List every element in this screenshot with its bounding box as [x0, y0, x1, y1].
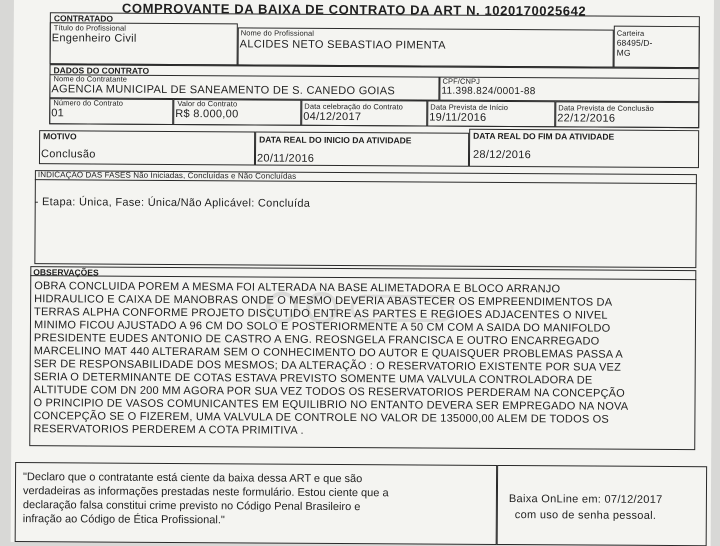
art-document-page — [11, 0, 714, 546]
prev-inicio-label: Data Prevista de Início — [430, 102, 509, 113]
observacoes-line: CONCEPÇÃO SE O FIZEREM, UMA VALVULA DE CONTROLE NO VALOR DE 135000,00 ALEM DE TODOS OS — [33, 410, 609, 426]
inicio-real-label: DATA REAL DO INICIO DA ATIVIDADE — [259, 134, 412, 146]
nome-profissional-value: ALCIDES NETO SEBASTIAO PIMENTA — [239, 38, 446, 52]
declaracao-line: infração ao Código de Ética Profissional." — [22, 513, 225, 527]
observacoes-line: OBRA CONCLUIDA POREM A MESMA FOI ALTERADA NA BASE ALIMETADORA E BLOCO ARRANJO — [34, 280, 561, 296]
valor-contrato-label: Valor do Contrato — [177, 98, 238, 109]
celebracao-value: 04/12/2017 — [303, 110, 362, 124]
fim-real-label: DATA REAL DO FIM DA ATIVIDADE — [473, 130, 615, 142]
titulo-value: Engenheiro Civil — [51, 32, 137, 45]
prev-conclusao-label: Data Prevista de Conclusão — [558, 103, 654, 113]
declaracao-line: verdadeiras as informações prestadas neste formulário. Estou ciente que a — [22, 485, 389, 500]
observacoes-line: SERIA O DETERMINANTE DE COTAS ESTAVA PREVISTO SOMENTE UMA VALVULA CONTROLADORA DE — [33, 371, 593, 387]
observacoes-line: MARCELINO MAT 440 ALTERARAM SEM O CONHECIMENTO DO AUTOR E QUAISQUER PROBLEMAS PASSA A — [33, 345, 623, 361]
cpf-label: CPF/CNPJ — [442, 76, 480, 86]
baixa-online-date: Baixa OnLine em: 07/12/2017 — [508, 493, 663, 506]
nome-profissional-label: Nome do Profissional — [240, 28, 315, 38]
document-title: COMPROVANTE DA BAIXA DE CONTRATO DA ART N. 1020170025642 — [121, 0, 587, 19]
prev-inicio-value: 19/11/2016 — [429, 111, 487, 124]
motivo-value: Conclusão — [40, 148, 96, 161]
contratante-value: AGENCIA MUNICIPAL DE SANEAMENTO DE S. CANEDO GOIAS — [51, 83, 396, 98]
valor-contrato-value: R$ 8.000,00 — [175, 107, 239, 121]
observacoes-line: MINIMO FICOU AJUSTADO A 96 CM DO SOLO E POSTERIORMENTE A 50 CM COM A SAIDA DO MANIFOLDO — [33, 319, 611, 335]
observacoes-line: HIDRAULICO E CAIXA DE MANOBRAS ONDE O MESMO DEVERIA ABASTECER OS EMPREENDIMENTOS DA — [34, 293, 613, 309]
inicio-real-value: 20/11/2016 — [256, 152, 315, 165]
carteira-value: 68495/D- — [616, 37, 653, 48]
declaracao-line: declaração falsa constitui crime previsto no Código Penal Brasileiro e — [22, 499, 361, 514]
observacoes-line: PRESIDENTE EUDES ANTONIO DE CASTRO A ENG. REOSNGELA FRANCISCA E OUTRO ENCARREGADO — [33, 332, 600, 348]
titulo-label: Título do Profissional — [53, 23, 127, 33]
prev-conclusao-value: 22/12/2016 — [557, 112, 616, 125]
motivo-label: MOTIVO — [43, 131, 77, 142]
fases-section — [34, 170, 697, 268]
observacoes-line: O PRINCIPIO DE VASOS COMUNICANTES EM EQUILIBRIO NO ENTANTO DEVERA SER EMPREGADO NA NOVA — [33, 397, 629, 413]
observacoes-line: ALTITUDE COM DN 200 MM AGORA POR SUA VEZ TODOS OS RESERVATORIOS PERDERAM NA CONCEPÇÃO — [33, 384, 625, 400]
declaracao-line: "Declaro que o contratante está ciente da baixa dessa ART e que são — [23, 471, 363, 486]
observacoes-line: SER DE RESPONSABILIDADE DOS MESMOS; DA ALTERAÇÃO : O RESERVATORIO EXISTENTE POR SUA VEZ — [33, 358, 622, 374]
contratado-label: CONTRATADO — [53, 13, 114, 24]
dados-contrato-label: DADOS DO CONTRATO — [53, 65, 150, 76]
numero-contrato-value: 01 — [51, 107, 65, 120]
observacoes-line: RESERVATORIOS PERDEREM A COTA PRIMITIVA . — [33, 423, 304, 437]
baixa-senha-note: com uso de senha pessoal. — [514, 509, 657, 522]
fases-value: - Etapa: Única, Fase: Única/Não Aplicável: Concluída — [34, 196, 311, 210]
fases-label: INDICAÇÃO DAS FASES Não Iniciadas, Concluídas e Não Concluídas — [37, 170, 297, 181]
numero-contrato-label: Número do Contrato — [53, 98, 124, 108]
celebracao-label: Data celebração do Contrato — [304, 101, 403, 112]
observacoes-label: OBSERVAÇÕES — [33, 267, 99, 278]
contratante-label: Nome do Contratante — [53, 74, 128, 84]
carteira-label: Carteira — [616, 28, 645, 38]
observacoes-line: TERRAS ALPHA CONFORME PROJETO DISCUTIDO ENTRE AS PARTES E REGIOES ADJACENTES O NIVEL — [34, 306, 608, 322]
carteira-value-uf: MG — [616, 47, 631, 58]
cpf-value: 11.398.824/0001-88 — [441, 85, 536, 98]
fim-real-value: 28/12/2016 — [472, 148, 532, 162]
